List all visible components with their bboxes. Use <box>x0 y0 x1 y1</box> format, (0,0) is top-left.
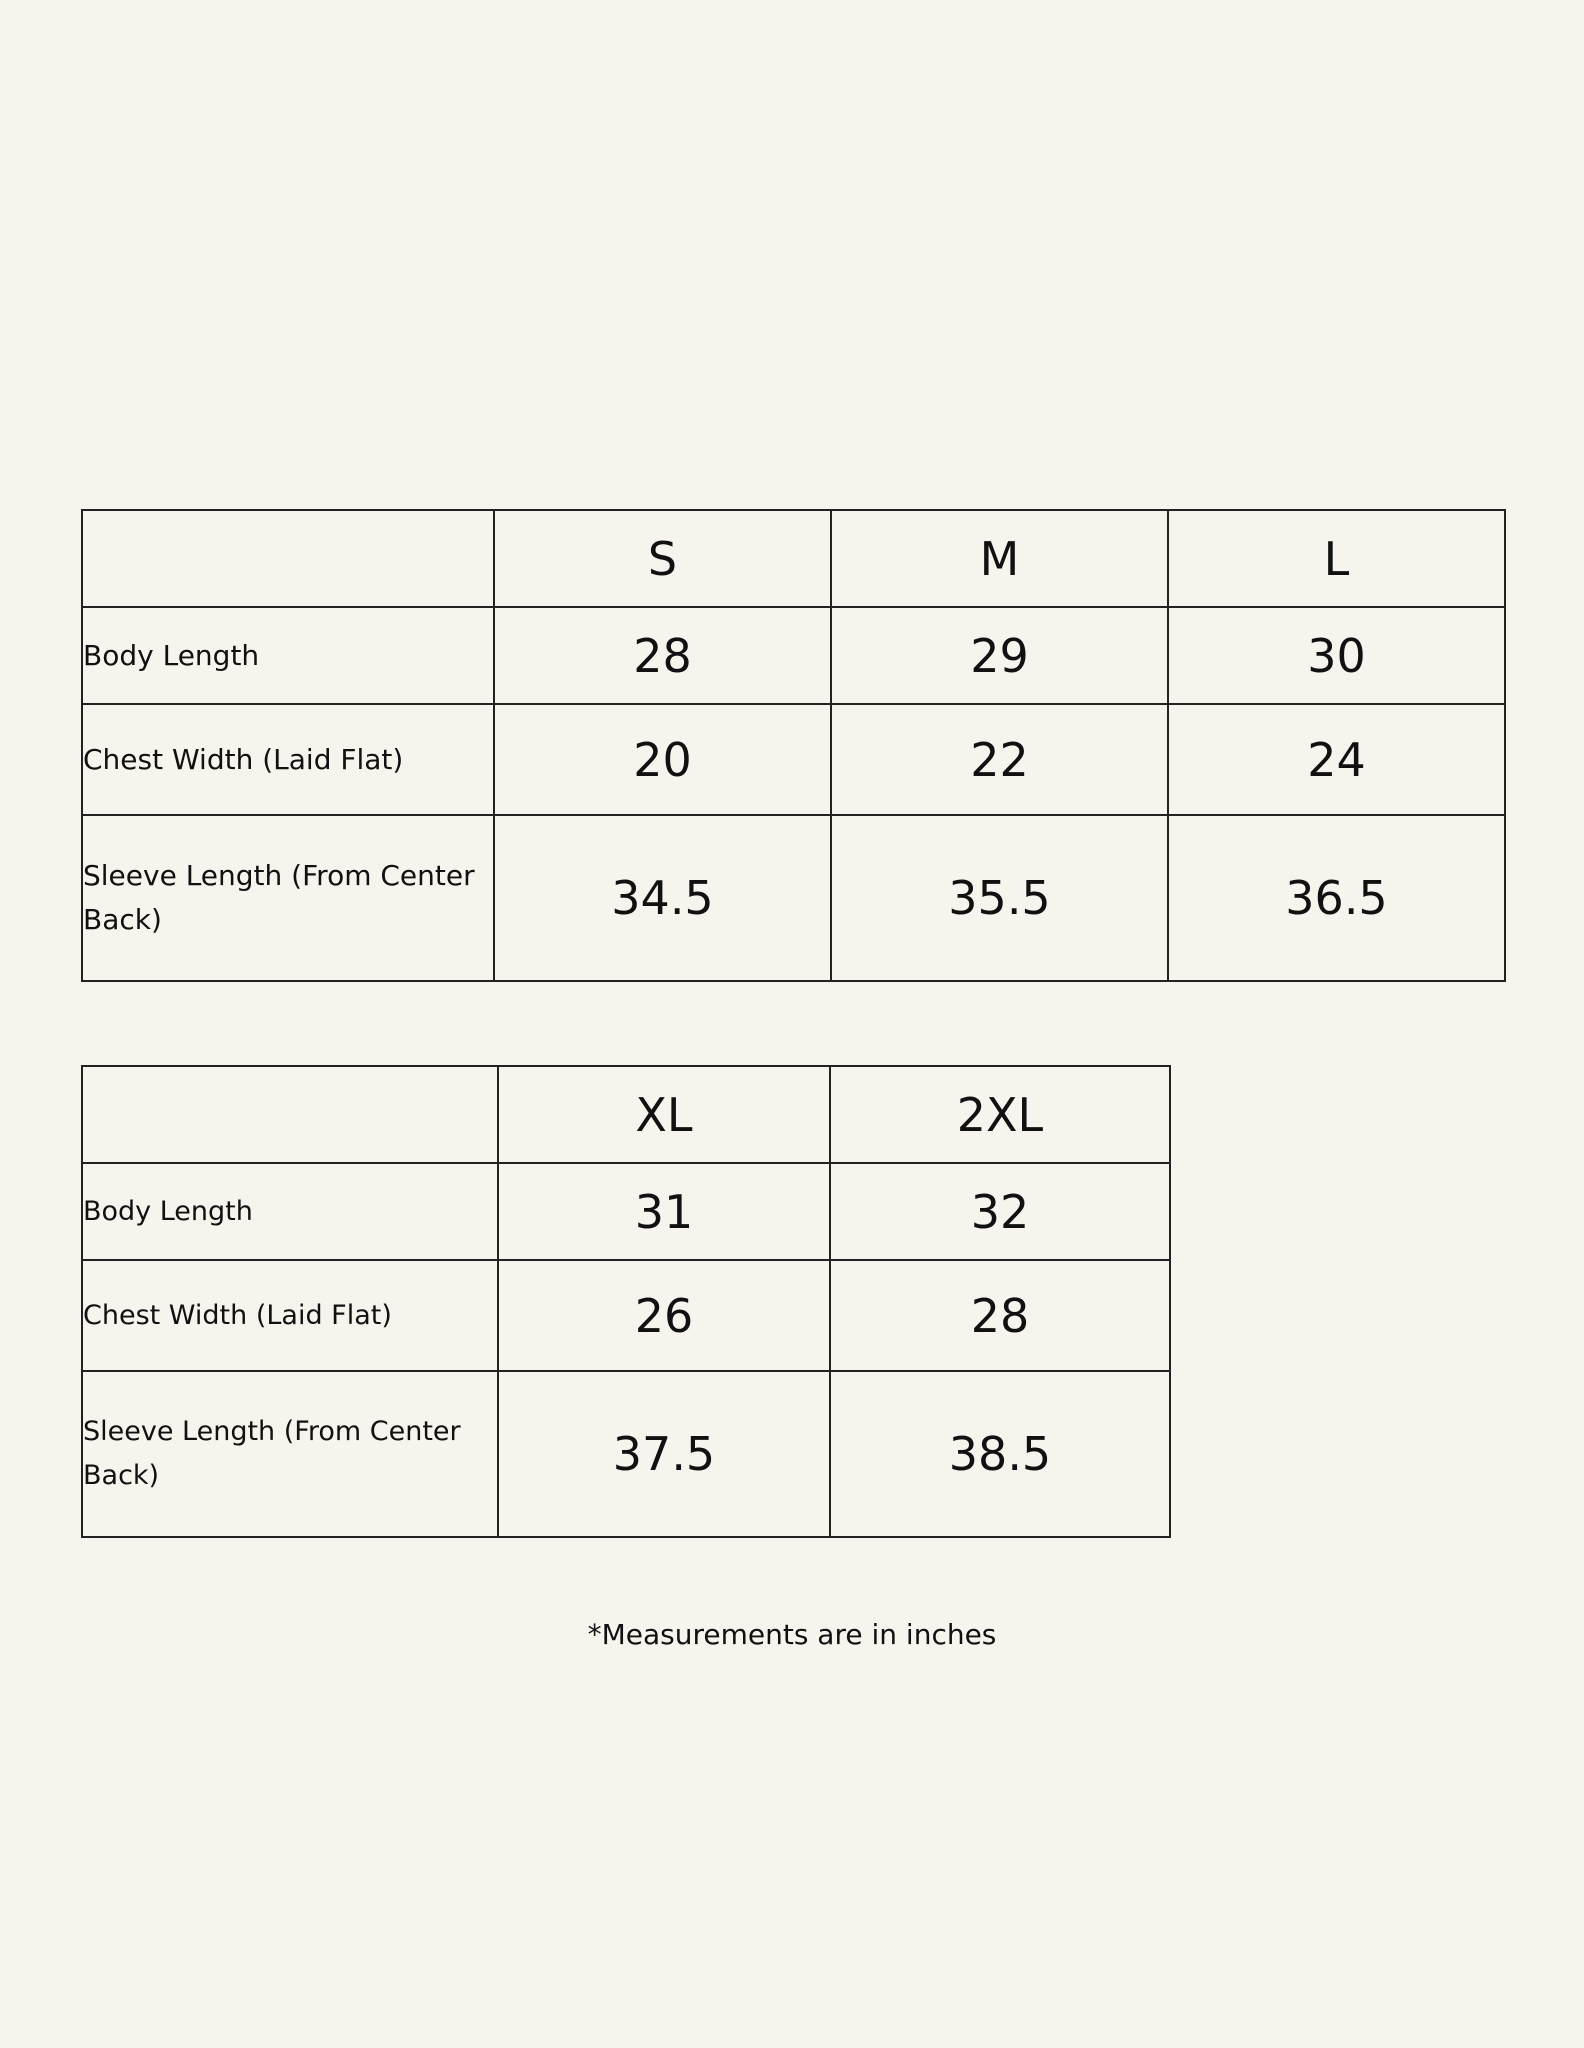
size-header-2xl: 2XL <box>830 1066 1170 1163</box>
table-row-chest-width <box>82 1260 1170 1371</box>
row-label-chest-width: Chest Width (Laid Flat) <box>82 1260 498 1371</box>
value-cell: 22 <box>831 704 1168 815</box>
value-cell: 24 <box>1168 704 1505 815</box>
size-header-xl: XL <box>498 1066 830 1163</box>
value-cell: 26 <box>498 1260 830 1371</box>
table-row-chest-width <box>82 704 1505 815</box>
table-header-row <box>82 510 1505 607</box>
value-cell: 35.5 <box>831 815 1168 981</box>
value-cell: 36.5 <box>1168 815 1505 981</box>
header-corner-cell <box>82 510 494 607</box>
size-table-xl-2xl <box>81 1065 1171 1538</box>
table-row-body-length <box>82 607 1505 704</box>
value-cell: 30 <box>1168 607 1505 704</box>
size-table-s-m-l <box>81 509 1506 982</box>
row-label-chest-width: Chest Width (Laid Flat) <box>82 704 494 815</box>
value-cell: 38.5 <box>830 1371 1170 1537</box>
row-label-body-length: Body Length <box>82 607 494 704</box>
table-row-body-length <box>82 1163 1170 1260</box>
value-cell: 31 <box>498 1163 830 1260</box>
header-corner-cell <box>82 1066 498 1163</box>
measurement-unit-footnote: *Measurements are in inches <box>587 1618 997 1651</box>
value-cell: 32 <box>830 1163 1170 1260</box>
size-header-s: S <box>494 510 831 607</box>
size-header-m: M <box>831 510 1168 607</box>
table-row-sleeve-length <box>82 1371 1170 1537</box>
table-row-sleeve-length <box>82 815 1505 981</box>
value-cell: 28 <box>830 1260 1170 1371</box>
row-label-sleeve-length: Sleeve Length (From Center Back) <box>82 815 494 981</box>
value-cell: 29 <box>831 607 1168 704</box>
row-label-body-length: Body Length <box>82 1163 498 1260</box>
value-cell: 34.5 <box>494 815 831 981</box>
size-header-l: L <box>1168 510 1505 607</box>
table-header-row <box>82 1066 1170 1163</box>
row-label-sleeve-length: Sleeve Length (From Center Back) <box>82 1371 498 1537</box>
value-cell: 20 <box>494 704 831 815</box>
value-cell: 28 <box>494 607 831 704</box>
value-cell: 37.5 <box>498 1371 830 1537</box>
